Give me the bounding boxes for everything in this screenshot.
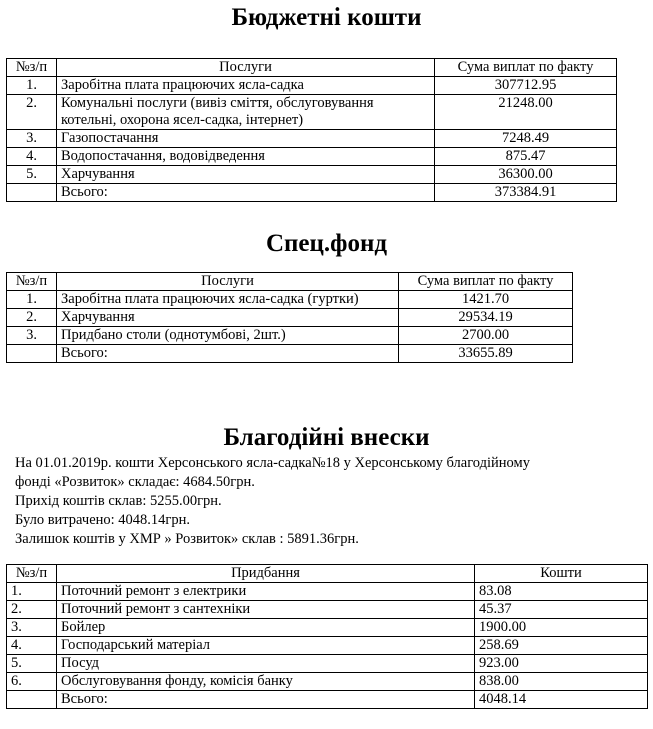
row-number: 5.: [7, 655, 57, 673]
table-row: [7, 673, 648, 691]
table-row: [7, 327, 573, 345]
charity-table: [6, 564, 648, 709]
row-amount: 36300.00: [435, 166, 617, 184]
row-amount: 1900.00: [475, 619, 648, 637]
table-row: [7, 583, 648, 601]
row-number: 4.: [7, 148, 57, 166]
summary-line: На 01.01.2019р. кошти Херсонського ясла-садка№18 у Херсонському благодійному: [15, 455, 530, 471]
table-header-row: [7, 59, 617, 77]
row-service: Харчування: [57, 309, 399, 327]
row-amount: 21248.00: [435, 95, 617, 130]
row-number: 4.: [7, 637, 57, 655]
summary-line: фонді «Розвиток» складає: 4684.50грн.: [15, 474, 255, 490]
summary-line: Залишок коштів у ХМР » Розвиток» склав : 5891.36грн.: [15, 531, 359, 547]
row-service: Харчування: [57, 166, 435, 184]
row-number: 3.: [7, 619, 57, 637]
total-label: Всього:: [57, 184, 435, 202]
table-row: [7, 637, 648, 655]
column-header-number: №з/п: [7, 273, 57, 291]
table-row: [7, 655, 648, 673]
table-row: [7, 166, 617, 184]
row-number-empty: [7, 345, 57, 363]
special-fund-title: Спец.фонд: [265, 230, 388, 257]
row-number: 3.: [7, 130, 57, 148]
charity-summary: [15, 454, 635, 549]
row-service: Заробітна плата працюючих ясла-садка (гуртки): [57, 291, 399, 309]
row-number-empty: [7, 691, 57, 709]
total-value: 4048.14: [475, 691, 648, 709]
table-row: [7, 95, 617, 130]
row-service: Водопостачання, водовідведення: [57, 148, 435, 166]
row-service: Придбано столи (однотумбові, 2шт.): [57, 327, 399, 345]
column-header-number: №з/п: [7, 59, 57, 77]
row-item: Бойлер: [57, 619, 475, 637]
row-number: 2.: [7, 601, 57, 619]
budget-title: Бюджетні кошти: [231, 4, 422, 31]
row-amount: 838.00: [475, 673, 648, 691]
table-row: [7, 130, 617, 148]
column-header-number: №з/п: [7, 565, 57, 583]
row-number: 1.: [7, 291, 57, 309]
row-item: Поточний ремонт з електрики: [57, 583, 475, 601]
row-number: 2.: [7, 95, 57, 130]
table-row: [7, 601, 648, 619]
column-header-services: Послуги: [57, 273, 399, 291]
table-row: [7, 619, 648, 637]
special-fund-table: [6, 272, 573, 363]
row-number: 2.: [7, 309, 57, 327]
row-item: Господарський матеріал: [57, 637, 475, 655]
row-amount: 83.08: [475, 583, 648, 601]
column-header-purchases: Придбання: [57, 565, 475, 583]
row-number: 5.: [7, 166, 57, 184]
row-item: Посуд: [57, 655, 475, 673]
row-number: 1.: [7, 77, 57, 95]
row-amount: 875.47: [435, 148, 617, 166]
total-label: Всього:: [57, 691, 475, 709]
column-header-funds: Кошти: [475, 565, 648, 583]
total-label: Всього:: [57, 345, 399, 363]
column-header-amount: Сума виплат по факту: [435, 59, 617, 77]
table-header-row: [7, 565, 648, 583]
summary-line: Прихід коштів склав: 5255.00грн.: [15, 493, 222, 509]
row-amount: 2700.00: [399, 327, 573, 345]
row-amount: 45.37: [475, 601, 648, 619]
row-number: 6.: [7, 673, 57, 691]
table-row: [7, 77, 617, 95]
row-service: Комунальні послуги (вивіз сміття, обслуговування котельні, охорона ясел-садка, інтернет): [57, 95, 435, 130]
row-amount: 1421.70: [399, 291, 573, 309]
table-row: [7, 148, 617, 166]
total-row: [7, 691, 648, 709]
row-number: 3.: [7, 327, 57, 345]
budget-table: [6, 58, 617, 202]
summary-line: Було витрачено: 4048.14грн.: [15, 512, 191, 528]
row-service: Заробітна плата працюючих ясла-садка: [57, 77, 435, 95]
row-item: Обслуговування фонду, комісія банку: [57, 673, 475, 691]
table-row: [7, 291, 573, 309]
table-header-row: [7, 273, 573, 291]
row-amount: 307712.95: [435, 77, 617, 95]
table-row: [7, 309, 573, 327]
row-number-empty: [7, 184, 57, 202]
row-amount: 29534.19: [399, 309, 573, 327]
total-value: 33655.89: [399, 345, 573, 363]
row-amount: 7248.49: [435, 130, 617, 148]
total-value: 373384.91: [435, 184, 617, 202]
total-row: [7, 345, 573, 363]
total-row: [7, 184, 617, 202]
row-amount: 258.69: [475, 637, 648, 655]
column-header-amount: Сума виплат по факту: [399, 273, 573, 291]
charity-title: Благодійні внески: [223, 424, 430, 451]
column-header-services: Послуги: [57, 59, 435, 77]
row-service: Газопостачання: [57, 130, 435, 148]
row-number: 1.: [7, 583, 57, 601]
row-item: Поточний ремонт з сантехніки: [57, 601, 475, 619]
row-amount: 923.00: [475, 655, 648, 673]
